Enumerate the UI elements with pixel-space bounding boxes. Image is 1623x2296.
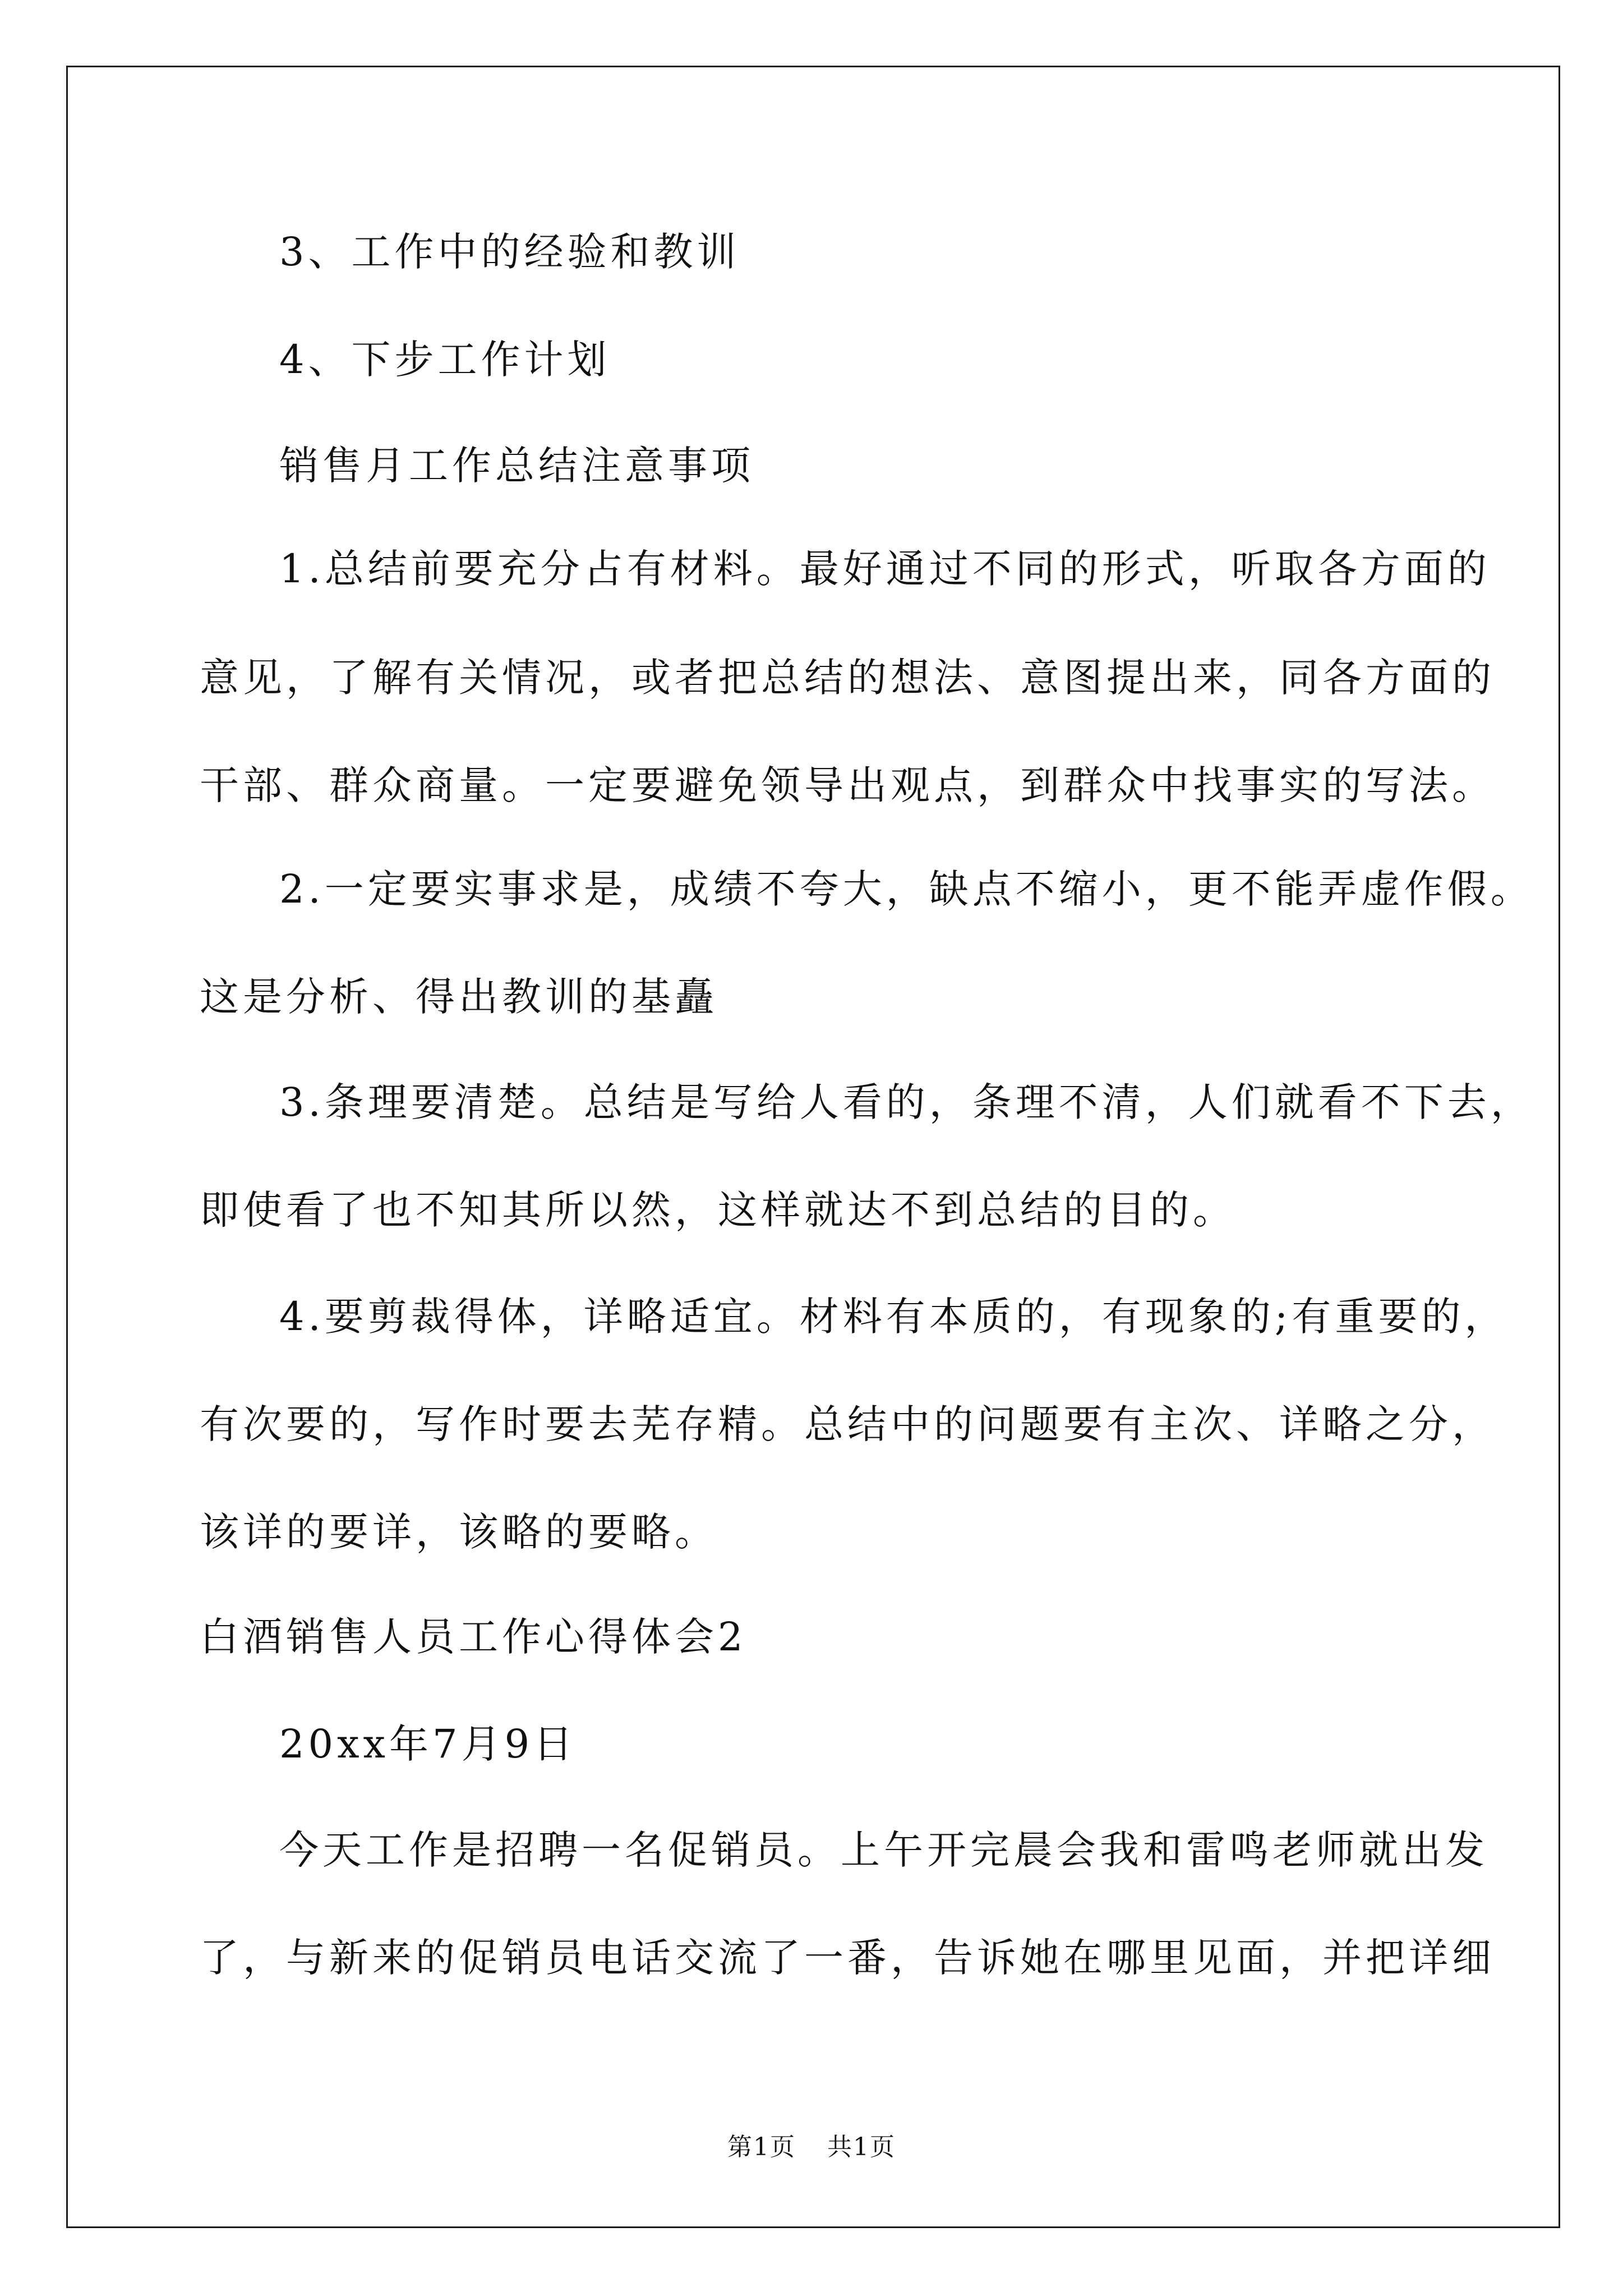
paragraph-3-line-2: 即使看了也不知其所以然，这样就达不到总结的目的。 [200, 1187, 1236, 1233]
paragraph-4-line-1: 4.要剪裁得体，详略适宜。材料有本质的，有现象的;有重要的， [279, 1294, 1508, 1340]
page-border [66, 66, 1560, 2228]
paragraph-1-line-3: 干部、群众商量。一定要避免领导出观点，到群众中找事实的写法。 [200, 762, 1495, 808]
paragraph-4-line-2: 有次要的，写作时要去芜存精。总结中的问题要有主次、详略之分， [200, 1401, 1495, 1447]
page-total: 共1页 [827, 2133, 896, 2161]
list-item-4: 4、下步工作计划 [279, 337, 611, 383]
list-item-3: 3、工作中的经验和教训 [279, 229, 740, 275]
paragraph-4-line-3: 该详的要详，该略的要略。 [200, 1509, 718, 1555]
page-number: 第1页 [727, 2133, 796, 2161]
paragraph-5-line-1: 今天工作是招聘一名促销员。上午开完晨会我和雷鸣老师就出发 [279, 1827, 1488, 1873]
paragraph-5-line-2: 了，与新来的促销员电话交流了一番，告诉她在哪里见面，并把详细 [200, 1935, 1495, 1981]
entry-date: 20xx年7月9日 [279, 1721, 577, 1767]
paragraph-2-line-1: 2.一定要实事求是，成绩不夸大，缺点不缩小，更不能弄虚作假。 [279, 866, 1534, 912]
article-title: 白酒销售人员工作心得体会2 [200, 1614, 747, 1660]
paragraph-1-line-2: 意见，了解有关情况，或者把总结的想法、意图提出来，同各方面的 [200, 655, 1495, 701]
section-heading: 销售月工作总结注意事项 [279, 443, 754, 489]
paragraph-1-line-1: 1.总结前要充分占有材料。最好通过不同的形式，听取各方面的 [279, 546, 1491, 592]
paragraph-2-line-2: 这是分析、得出教训的基矗 [200, 974, 718, 1020]
paragraph-3-line-1: 3.条理要清楚。总结是写给人看的，条理不清，人们就看不下去， [279, 1079, 1534, 1125]
page-footer [0, 2131, 1623, 2164]
